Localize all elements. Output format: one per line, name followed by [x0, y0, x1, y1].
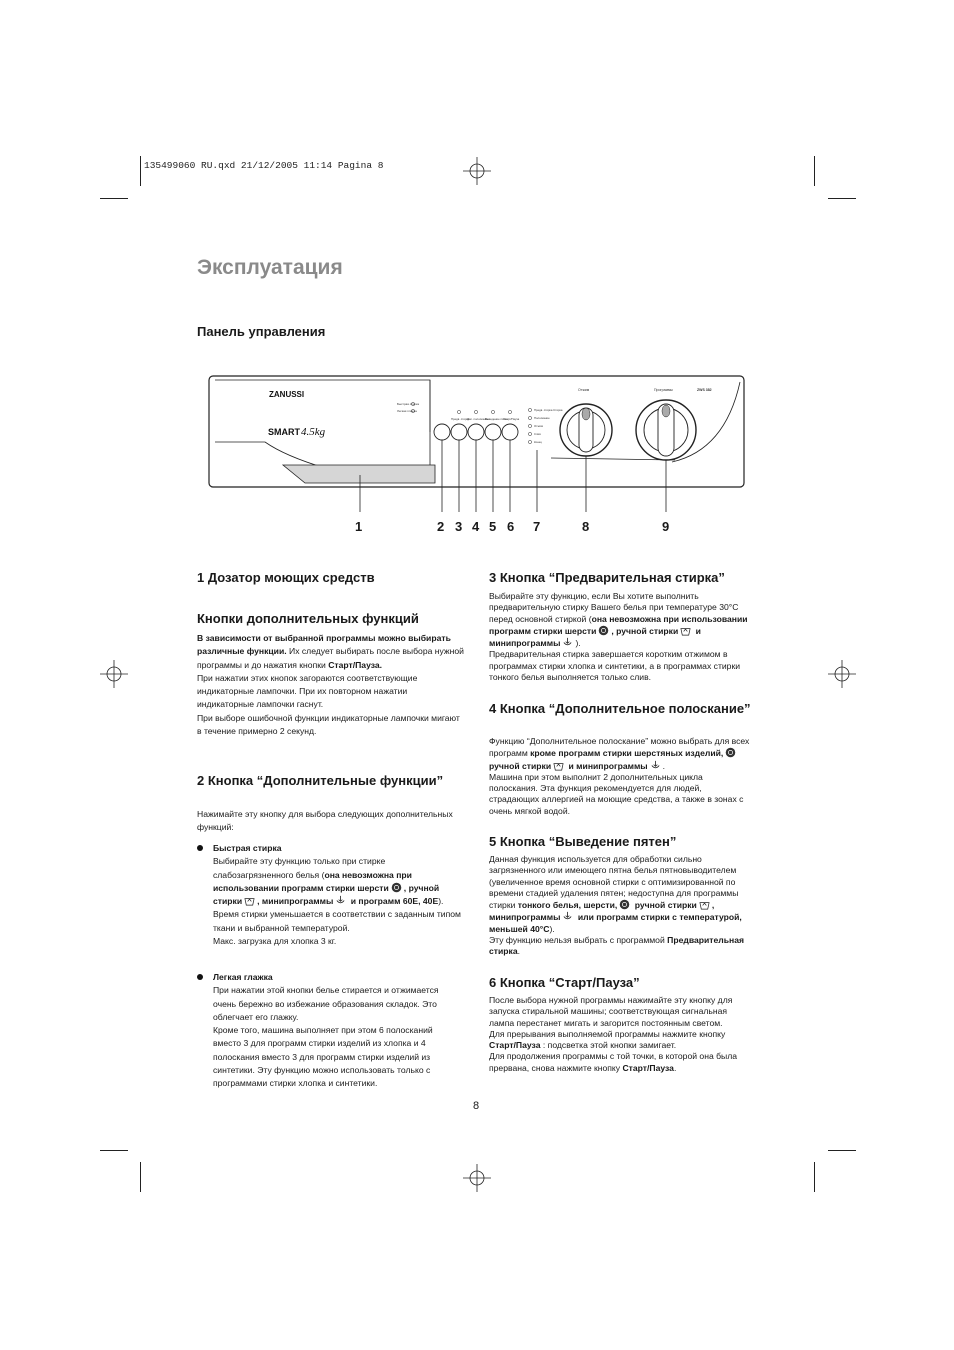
paragraph: Выбирайте эту функцию, если Вы хотите выполнить предварительную стирку Вашего белья при температуре 30°C перед основной стиркой (она невозможна при использовании программ стирки шерсти , ручной стирки и минипрограммы ).: [489, 591, 748, 649]
option-label-easy-iron: Легкая глажка: [397, 409, 417, 413]
section-heading: 5 Кнопка “Выведение пятен”: [489, 834, 677, 849]
phase-label: Отжим: [534, 424, 543, 428]
model-code: ZWS 382: [697, 388, 712, 392]
callout-1: 1: [355, 519, 363, 534]
wool-icon: [725, 747, 736, 758]
mini-program-icon: [562, 911, 573, 922]
crop-mark: [140, 156, 141, 186]
button-label-stain: Выведение пятен: [485, 417, 508, 421]
paragraph: Для прерывания выполняемой программы нажмите кнопку Старт/Пауза : подсветка этой кнопки замигает.: [489, 1028, 726, 1051]
bullet-title: Быстрая стирка: [213, 843, 282, 853]
paragraph: При выборе ошибочной функции индикаторные лампочки мигают в течение примерно 2 секунд.: [197, 712, 460, 737]
model-logo-prefix: SMART: [268, 427, 300, 437]
bullet-icon: [197, 845, 203, 851]
crop-mark: [100, 1150, 128, 1151]
right-column: [489, 0, 757, 1350]
registration-mark-icon: [828, 660, 856, 688]
registration-mark-icon: [100, 660, 128, 688]
paragraph: Данная функция используется для обработки сильно загрязненного или имеющего пятна белья пятновыводителем (увеличенное время основной стирки с оптимизированной по времени стадией удаления пятен; недоступна для программы стирки тонкого белья, шерсти, ручной стирки , минипрограммы или программ стирки с температурой, меньшей 40°C).: [489, 854, 742, 934]
hand-wash-icon: [244, 895, 255, 906]
callout-8: 8: [582, 519, 590, 534]
bullet-title: Легкая глажка: [213, 972, 273, 982]
page-title: Эксплуатация: [197, 256, 343, 279]
paragraph: Эту функцию нельзя выбрать с программой Предварительная стирка.: [489, 935, 745, 957]
wool-icon: [598, 625, 609, 636]
paragraph: Машина при этом выполнит 2 дополнительных цикла полоскания. Эта функция рекомендуется для людей, страдающих аллергией на моющие средства, а также в зонах с очень мягкой водой.: [489, 771, 744, 816]
brand-logo: ZANUSSI: [269, 390, 305, 399]
paragraph: В зависимости от выбранной программы можно выбирать различные функции. Их следует выбирать после выбора нужной программы и до нажатия кнопки Старт/Пауза.: [197, 633, 464, 670]
hand-wash-icon: [699, 899, 710, 910]
button-label-start: Старт/Пауза: [503, 417, 520, 421]
mini-program-icon: [335, 895, 346, 906]
bullet-icon: [197, 974, 203, 980]
mini-program-icon: [562, 637, 573, 648]
button-label-extra-rinse: Доп. полоскание: [467, 417, 489, 421]
section-heading: 6 Кнопка “Старт/Пауза”: [489, 975, 640, 990]
option-label-quick-wash: Быстрая стирка: [397, 402, 420, 406]
callout-7: 7: [533, 519, 541, 534]
phase-label: Полоскание: [534, 416, 550, 420]
section-heading: 2 Кнопка “Дополнительные функции”: [197, 773, 444, 788]
paragraph: Функцию “Дополнительное полоскание” можно выбрать для всех программ кроме программ стирки шерстяных изделий, ручной стирки и минипрограммы .: [489, 736, 750, 771]
callout-6: 6: [507, 519, 515, 534]
section-heading: 1 Дозатор моющих средств: [197, 570, 375, 585]
crop-mark: [814, 1162, 815, 1192]
model-logo-capacity: 4.5kg: [301, 426, 326, 438]
hand-wash-icon: [680, 625, 691, 636]
paragraph: Выбирайте эту функцию только при стирке слабозагрязненного белья (она невозможна при использовании программ стирки шерсти , ручной стирки , минипрограммы и программ 60E, 40E).: [213, 856, 444, 907]
phase-label: Конец: [534, 440, 542, 444]
crop-mark: [100, 198, 128, 199]
hand-wash-icon: [553, 760, 564, 771]
paragraph: Кроме того, машина выполняет при этом 6 полосканий вместо 3 для программ стирки изделий из хлопка и 4 полоскания вместо 3 для программ стирки изделий из синтетики. Эту функцию можно использовать только с программами стирки хлопка и синтетики.: [213, 1025, 433, 1089]
section-heading: 3 Кнопка “Предварительная стирка”: [489, 570, 725, 585]
callout-4: 4: [472, 519, 480, 534]
extra-rinse-button[interactable]: [468, 424, 484, 440]
paragraph: Предварительная стирка завершается коротким отжимом в программах стирки хлопка и синтетики, а в программах стирки тонкого белья выполняется только слив.: [489, 649, 741, 683]
paragraph: Нажимайте эту кнопку для выбора следующих дополнительных функций:: [197, 809, 453, 833]
mini-program-icon: [650, 760, 661, 771]
paragraph: При нажатии этих кнопок загораются соответствующие индикаторные лампочки. При их повторном нажатии индикаторные лампочки гаснут.: [197, 672, 418, 710]
callout-2: 2: [437, 519, 445, 534]
button-label-prewash: Предв. стирка: [451, 417, 470, 421]
wool-icon: [391, 882, 402, 893]
crop-mark: [828, 1150, 856, 1151]
callout-3: 3: [455, 519, 463, 534]
callout-5: 5: [489, 519, 497, 534]
paragraph: Для продолжения программы с той точки, в которой она была прервана, снова нажмите кнопку Старт/Пауза.: [489, 1051, 738, 1073]
section-heading: 4 Кнопка “Дополнительное полоскание”: [489, 701, 751, 716]
wool-icon: [619, 899, 630, 910]
crop-mark: [814, 156, 815, 186]
program-knob-label: Программы: [654, 388, 673, 392]
paragraph: Макс. загрузка для хлопка 3 кг.: [213, 936, 337, 947]
section-heading: Кнопки дополнительных функций: [197, 611, 419, 626]
callout-9: 9: [662, 519, 670, 534]
page-number: 8: [473, 1100, 480, 1112]
section-subtitle: Панель управления: [197, 324, 326, 339]
paragraph: При нажатии этой кнопки белье стирается и отжимается очень бережно во избежание образования складок. Это облегчает его глажку.: [213, 985, 439, 1022]
crop-mark: [140, 1162, 141, 1192]
phase-label: Предв. стирка Стирка: [534, 408, 563, 412]
crop-mark: [828, 198, 856, 199]
paragraph: Время стирки уменьшается в соответствии с заданным типом ткани и выбранной температурой.: [213, 909, 461, 933]
paragraph: После выбора нужной программы нажимайте эту кнопку для запуска стиральной машины; соответствующая сигнальная лампа перестанет мигать и загорится постоянным светом.: [489, 995, 733, 1028]
file-info-header: 135499060 RU.qxd 21/12/2005 11:14 Pagina 8: [144, 160, 384, 171]
phase-label: Слив: [534, 432, 541, 436]
spin-knob-label: Отжим: [578, 388, 590, 392]
left-column: [197, 0, 469, 1350]
